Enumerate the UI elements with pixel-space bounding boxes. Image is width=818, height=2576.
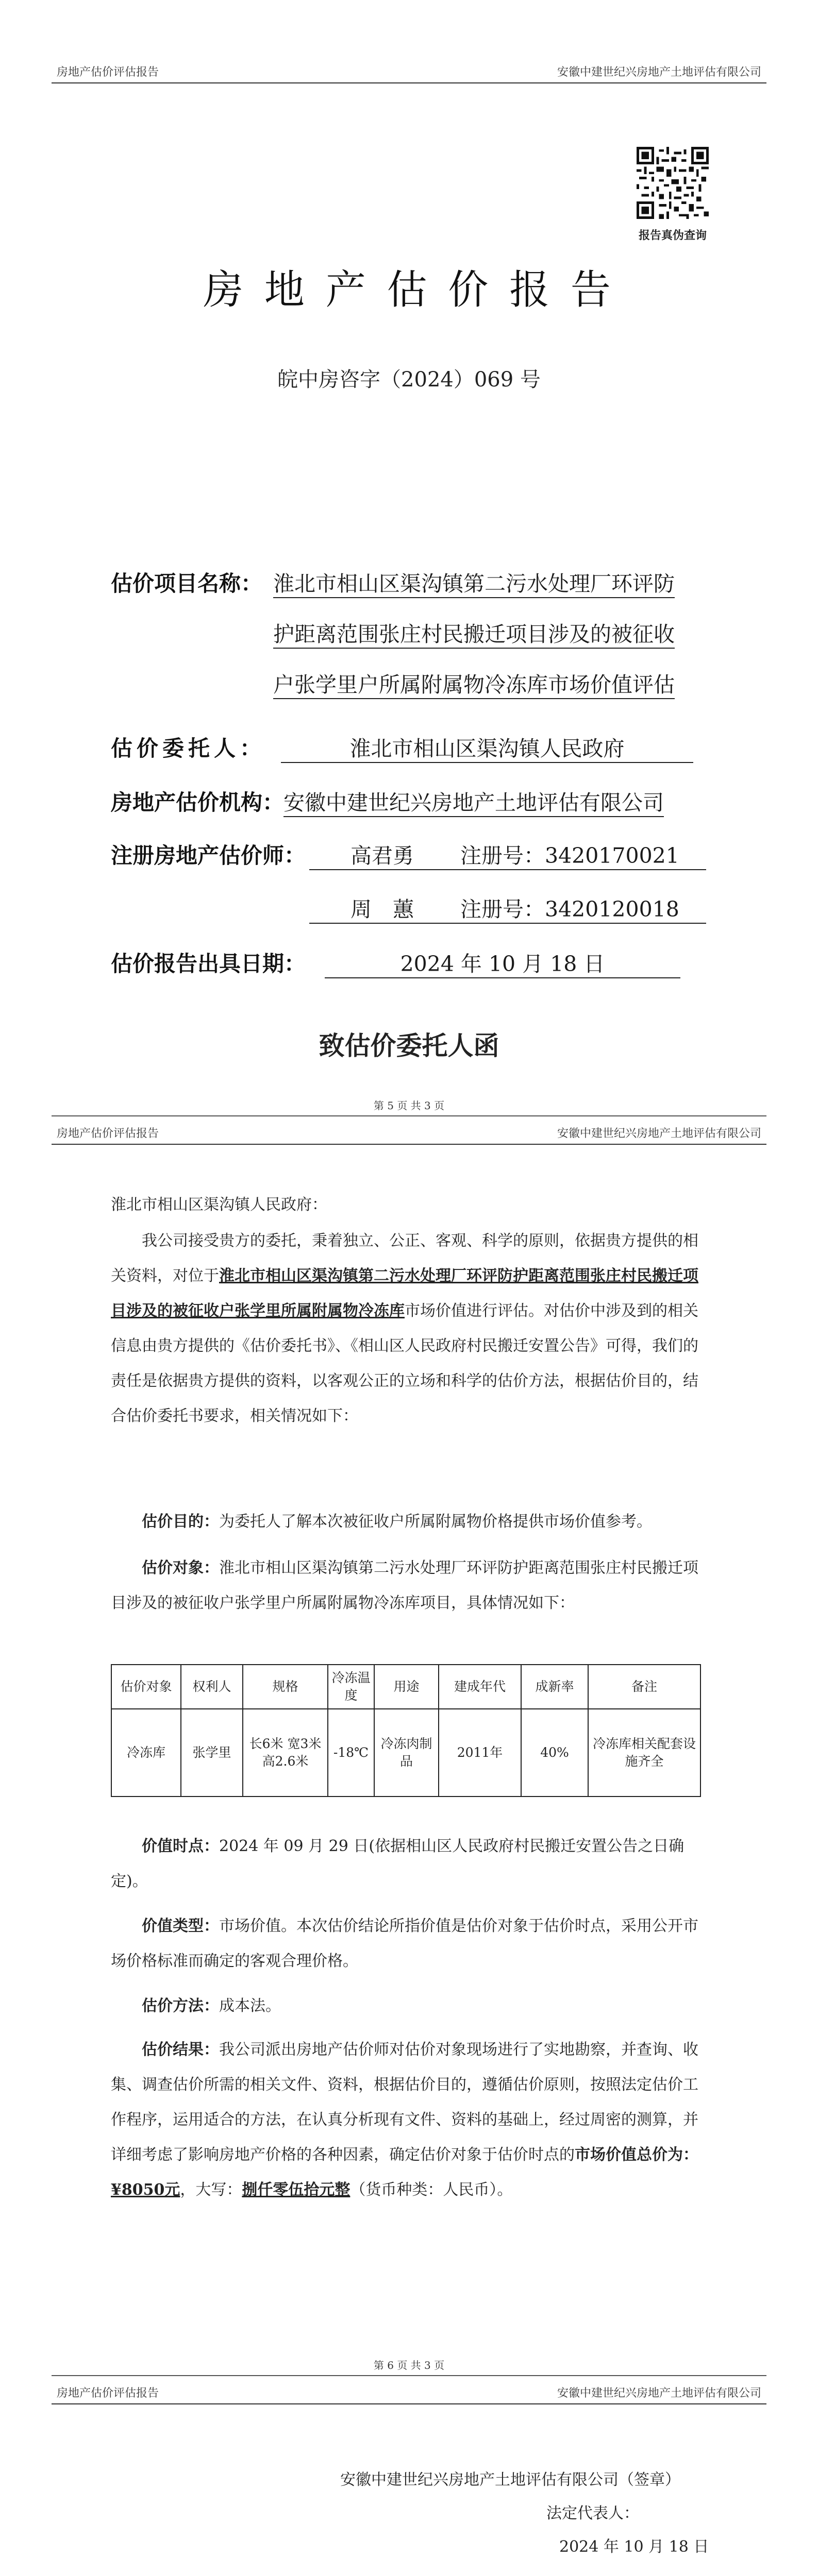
object-text: 淮北市相山区渠沟镇第二污水处理厂环评防护距离范围张庄村民搬迁项目涉及的被征收户张学里户所属附属物冷冻库项目，具体情况如下： xyxy=(111,1559,698,1612)
value-time-text: 2024 年 09 月 29 日(依据相山区人民政府村民搬迁安置公告之日确定)。 xyxy=(111,1837,685,1890)
purpose-label: 估价目的： xyxy=(142,1513,219,1531)
header-right: 安徽中建世纪兴房地产土地评估有限公司 xyxy=(557,1127,761,1140)
appraiser-1 xyxy=(309,839,706,870)
header-left: 房地产估价评估报告 xyxy=(57,1127,159,1140)
result-amount: ¥8050元 xyxy=(111,2181,180,2199)
project-line-2: 护距离范围张庄村民搬迁项目涉及的被征收 xyxy=(273,617,675,649)
intro-text-c: 市场价值进行评估。对估价中涉及到的相关信息由贵方提供的《估价委托书》、《相山区人民政府村民搬迁安置公告》可得，我们的责任是依据贵方提供的资料，以客观公正的立场和科学的估价方法，根据估价目的，结合估价委托书要求，相关情况如下： xyxy=(111,1302,698,1425)
table-cell: 40% xyxy=(521,1709,588,1797)
header-right: 安徽中建世纪兴房地产土地评估有限公司 xyxy=(557,66,761,79)
object-paragraph xyxy=(111,1551,709,1621)
client-label: 估价委托人： xyxy=(111,736,266,761)
header-right: 安徽中建世纪兴房地产土地评估有限公司 xyxy=(557,2387,761,2400)
value-time-label: 价值时点： xyxy=(142,1837,219,1855)
result-caps: 捌仟零伍拾元整 xyxy=(242,2181,350,2199)
table-header-cell: 估价对象 xyxy=(111,1665,181,1709)
table-header-cell: 冷冻温度 xyxy=(328,1665,374,1709)
qr-caption: 报告真伪查询 xyxy=(638,229,707,242)
report-number: 皖中房咨字（2024）069 号 xyxy=(277,368,541,392)
table-header-cell: 权利人 xyxy=(181,1665,243,1709)
table-header-cell: 规格 xyxy=(243,1665,328,1709)
page-header xyxy=(52,62,766,83)
value-time-paragraph xyxy=(111,1829,709,1899)
valuation-object-table xyxy=(111,1664,701,1797)
project-line-3: 户张学里户所属附属物冷冻库市场价值评估 xyxy=(273,668,675,699)
result-label: 估价结果： xyxy=(142,2041,219,2059)
header-left: 房地产估价评估报告 xyxy=(57,66,159,79)
table-header-cell: 备注 xyxy=(588,1665,700,1709)
result-caps-lead: ，大写： xyxy=(180,2181,242,2199)
table-cell: 冷冻肉制品 xyxy=(374,1709,439,1797)
method-paragraph xyxy=(111,1989,709,2024)
intro-text-a: 我公司接受贵方的委托，秉着独立、公正、客观、科学的原则，依据贵方提供的相关资料，对位于 xyxy=(111,1232,698,1285)
appraiser-2-reg: 注册号：3420120018 xyxy=(460,897,679,922)
agency-label: 房地产估价机构： xyxy=(111,790,285,815)
page-number: 第 5 页 共 3 页 xyxy=(373,1099,445,1112)
table-header-cell: 成新率 xyxy=(521,1665,588,1709)
table-row xyxy=(111,1709,700,1797)
purpose-paragraph xyxy=(111,1504,709,1539)
object-label: 估价对象： xyxy=(142,1559,219,1577)
appraiser-2 xyxy=(309,892,706,924)
table-header-cell: 建成年代 xyxy=(439,1665,521,1709)
value-type-text: 市场价值。本次估价结论所指价值是估价对象于估价时点，采用公开市场价格标准而确定的客观合理价格。 xyxy=(111,1917,698,1970)
table-header-row xyxy=(111,1665,700,1709)
table-cell: -18℃ xyxy=(328,1709,374,1797)
appraiser-label: 注册房地产估价师： xyxy=(111,843,306,868)
project-line-1: 淮北市相山区渠沟镇第二污水处理厂环评防 xyxy=(273,567,675,598)
page-number: 第 6 页 共 3 页 xyxy=(373,2359,445,2371)
result-currency: （货币种类：人民币）。 xyxy=(350,2181,513,2199)
project-label: 估价项目名称： xyxy=(111,571,263,596)
result-paragraph xyxy=(111,2032,709,2208)
page-separator xyxy=(52,1115,766,1116)
date-label: 估价报告出具日期： xyxy=(111,951,306,976)
closing-date: 2024 年 10 月 18 日 xyxy=(559,2538,709,2556)
letter-title: 致估价委托人函 xyxy=(319,1030,499,1061)
result-text: 我公司派出房地产估价师对估价对象现场进行了实地勘察，并查询、收集、调查估价所需的相关文件、资料，根据估价目的，遵循估价原则，按照法定估价工作程序，运用适合的方法，在认真分析现有文件、资料的基础上，经过周密的测算，并详细考虑了影响房地产价格的各种因素，确定估价对象于估价时点的 xyxy=(111,2041,698,2164)
letter-intro-paragraph xyxy=(111,1224,709,1434)
table-cell: 2011年 xyxy=(439,1709,521,1797)
table-cell: 长6米 宽3米 高2.6米 xyxy=(243,1709,328,1797)
closing-legal-rep: 法定代表人： xyxy=(546,2504,639,2522)
page-header xyxy=(52,1123,766,1145)
method-text: 成本法。 xyxy=(219,1997,281,2015)
appraiser-1-reg: 注册号：3420170021 xyxy=(460,843,679,868)
value-type-paragraph xyxy=(111,1909,709,1979)
value-type-label: 价值类型： xyxy=(142,1917,219,1935)
appraiser-2-name: 周 蕙 xyxy=(350,897,414,922)
report-title: 房 地 产 估 价 报 告 xyxy=(203,267,615,313)
result-value-lead: 市场价值总价为： xyxy=(575,2146,698,2164)
table-cell: 张学里 xyxy=(181,1709,243,1797)
table-cell: 冷冻库 xyxy=(111,1709,181,1797)
intro-project-name: 淮北市相山区渠沟镇第二污水处理厂环评防护距离范围张庄村民搬迁项目涉及的被征收户张学里所属附属物冷冻库 xyxy=(111,1267,698,1320)
appraiser-1-name: 高君勇 xyxy=(350,843,414,868)
page-separator xyxy=(52,2375,766,2376)
client-value: 淮北市相山区渠沟镇人民政府 xyxy=(281,732,693,763)
header-left: 房地产估价评估报告 xyxy=(57,2387,159,2400)
purpose-text: 为委托人了解本次被征收户所属附属物价格提供市场价值参考。 xyxy=(219,1513,652,1531)
page-header xyxy=(52,2383,766,2404)
date-value: 2024 年 10 月 18 日 xyxy=(325,947,680,978)
method-label: 估价方法： xyxy=(142,1997,219,2015)
letter-addressee: 淮北市相山区渠沟镇人民政府： xyxy=(111,1196,327,1214)
closing-company: 安徽中建世纪兴房地产土地评估有限公司（签章） xyxy=(340,2471,680,2489)
agency-value: 安徽中建世纪兴房地产土地评估有限公司 xyxy=(283,786,664,817)
table-cell: 冷冻库相关配套设施齐全 xyxy=(588,1709,700,1797)
qr-code-icon[interactable] xyxy=(637,147,709,219)
table-header-cell: 用途 xyxy=(374,1665,439,1709)
